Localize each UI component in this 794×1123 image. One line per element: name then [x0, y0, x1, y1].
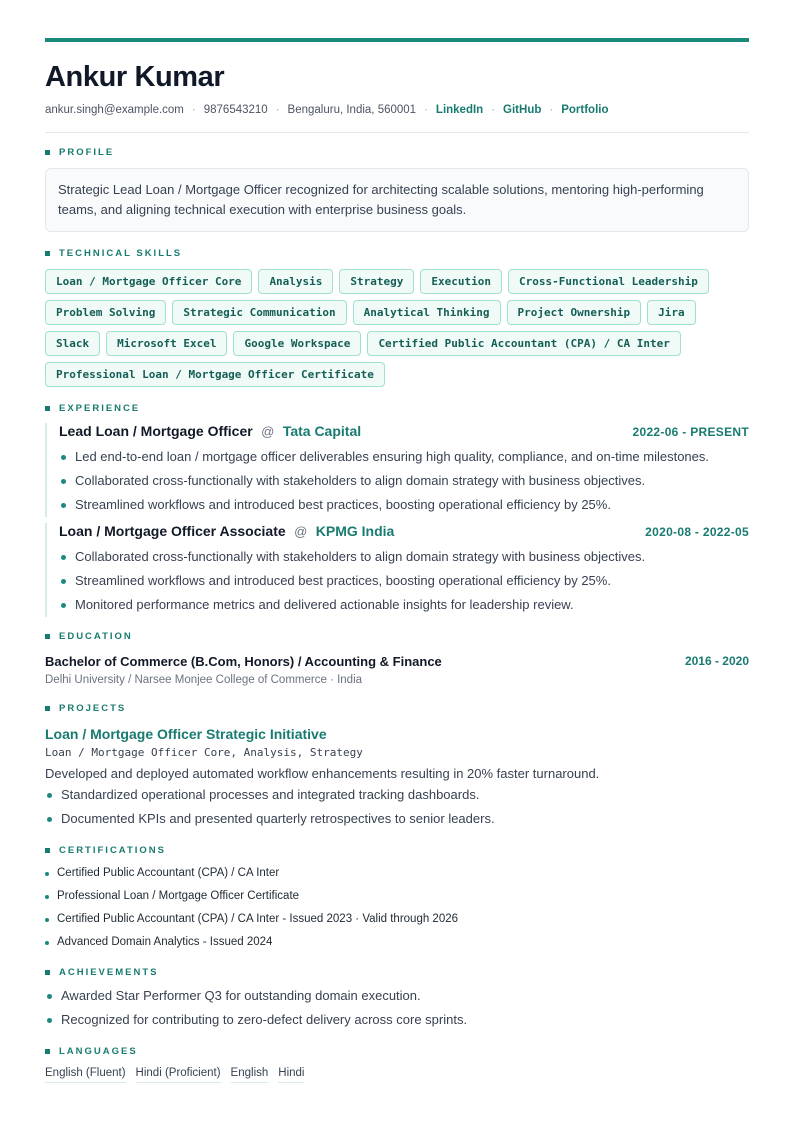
- skills-section: [45, 248, 749, 387]
- section-marker-icon: [45, 406, 50, 411]
- list-item: Awarded Star Performer Q3 for outstanding domain execution.: [45, 984, 749, 1008]
- portfolio-link[interactable]: Portfolio: [561, 104, 609, 116]
- separator: ·: [191, 104, 196, 116]
- achievement-list: [45, 984, 749, 1032]
- job-header: [59, 423, 749, 441]
- section-heading-projects: PROJECTS: [45, 703, 749, 714]
- certifications-section: [45, 845, 749, 954]
- profile-summary: Strategic Lead Loan / Mortgage Officer recognized for architecting scalable solutions, mentoring high-performing teams, and aligning technical execution with enterprise business goals.: [45, 168, 749, 232]
- list-item: Streamlined workflows and introduced best practices, boosting operational efficiency by 25%.: [59, 569, 749, 593]
- at-symbol: @: [261, 424, 275, 439]
- skill-chip: Strategy: [339, 269, 414, 294]
- education-school: Delhi University / Narsee Monjee College of Commerce · India: [45, 674, 363, 686]
- location-text: Bengaluru, India, 560001: [287, 104, 417, 116]
- skill-chip: Jira: [647, 300, 696, 325]
- list-item: Certified Public Accountant (CPA) / CA Inter - Issued 2023 · Valid through 2026: [45, 908, 749, 931]
- language-item: Hindi (Proficient): [136, 1067, 221, 1083]
- list-item: Monitored performance metrics and delivered actionable insights for leadership review.: [59, 593, 749, 617]
- at-symbol: @: [294, 524, 308, 539]
- skill-chip: Google Workspace: [233, 331, 361, 356]
- section-marker-icon: [45, 848, 50, 853]
- profile-section: [45, 147, 749, 232]
- project-bullet-list: [45, 783, 749, 831]
- section-marker-icon: [45, 706, 50, 711]
- email-text[interactable]: ankur.singh@example.com: [45, 104, 184, 116]
- section-marker-icon: [45, 970, 50, 975]
- separator: ·: [275, 104, 280, 116]
- section-heading-languages: LANGUAGES: [45, 1046, 749, 1057]
- resume-page: [45, 0, 749, 1083]
- section-marker-icon: [45, 634, 50, 639]
- header-divider: [45, 132, 749, 133]
- education-degree: Bachelor of Commerce (B.Com, Honors) / Accounting & Finance: [45, 654, 442, 669]
- skill-chip: Project Ownership: [507, 300, 642, 325]
- job-company: KPMG India: [315, 523, 395, 539]
- job-header: [59, 523, 749, 541]
- skill-chip: Analysis: [258, 269, 333, 294]
- linkedin-link[interactable]: LinkedIn: [435, 104, 484, 116]
- section-heading-experience: EXPERIENCE: [45, 403, 749, 414]
- job-dates: 2020-08 - 2022-05: [645, 525, 749, 539]
- skill-chip: Analytical Thinking: [353, 300, 501, 325]
- github-link[interactable]: GitHub: [503, 104, 542, 116]
- list-item: Led end-to-end loan / mortgage officer deliverables ensuring high quality, compliance, and on-time milestones.: [59, 445, 749, 469]
- skill-chip: Microsoft Excel: [106, 331, 227, 356]
- skill-chip: Execution: [420, 269, 502, 294]
- job-role: Loan / Mortgage Officer Associate: [59, 523, 286, 539]
- section-heading-achievements: ACHIEVEMENTS: [45, 967, 749, 978]
- list-item: Professional Loan / Mortgage Officer Certificate: [45, 885, 749, 908]
- project-description: Developed and deployed automated workflow enhancements resulting in 20% faster turnaround.: [45, 766, 600, 781]
- skill-chip: Slack: [45, 331, 100, 356]
- education-section: [45, 631, 749, 686]
- top-accent-rule: [45, 38, 749, 42]
- experience-section: [45, 403, 749, 617]
- candidate-name: Ankur Kumar: [45, 61, 225, 93]
- list-item: Streamlined workflows and introduced best practices, boosting operational efficiency by 25%.: [59, 493, 749, 517]
- education-header: [45, 654, 749, 669]
- list-item: Standardized operational processes and integrated tracking dashboards.: [45, 783, 749, 807]
- projects-section: [45, 703, 749, 831]
- language-item: Hindi: [278, 1067, 304, 1083]
- list-item: Collaborated cross-functionally with stakeholders to align domain strategy with business objectives.: [59, 469, 749, 493]
- job-bullet-list: [59, 445, 749, 517]
- separator: ·: [549, 104, 554, 116]
- list-item: Advanced Domain Analytics - Issued 2024: [45, 931, 749, 954]
- job-bullet-list: [59, 545, 749, 617]
- job-role: Lead Loan / Mortgage Officer: [59, 423, 253, 439]
- separator: ·: [491, 104, 496, 116]
- language-list: [45, 1067, 749, 1083]
- section-heading-skills: TECHNICAL SKILLS: [45, 248, 749, 259]
- job-company: Tata Capital: [282, 423, 362, 439]
- achievements-section: [45, 967, 749, 1032]
- certification-list: [45, 862, 749, 954]
- list-item: Recognized for contributing to zero-defect delivery across core sprints.: [45, 1008, 749, 1032]
- skill-chip-list: [45, 269, 749, 387]
- project-tech-stack: Loan / Mortgage Officer Core, Analysis, Strategy: [45, 746, 363, 759]
- languages-section: [45, 1046, 749, 1083]
- job-entry: [45, 523, 749, 617]
- section-heading-education: EDUCATION: [45, 631, 749, 642]
- skill-chip: Certified Public Accountant (CPA) / CA Inter: [367, 331, 680, 356]
- skill-chip: Strategic Communication: [172, 300, 346, 325]
- section-marker-icon: [45, 150, 50, 155]
- list-item: Collaborated cross-functionally with stakeholders to align domain strategy with business objectives.: [59, 545, 749, 569]
- separator: ·: [424, 104, 428, 116]
- skill-chip: Cross-Functional Leadership: [508, 269, 709, 294]
- education-dates: 2016 - 2020: [684, 654, 749, 668]
- contact-line: [45, 104, 749, 116]
- job-entry: [45, 423, 749, 517]
- section-marker-icon: [45, 1049, 50, 1054]
- section-marker-icon: [45, 251, 50, 256]
- list-item: Documented KPIs and presented quarterly retrospectives to senior leaders.: [45, 807, 749, 831]
- language-item: English: [231, 1067, 269, 1083]
- skill-chip: Professional Loan / Mortgage Officer Certificate: [45, 362, 385, 387]
- section-heading-profile: PROFILE: [45, 147, 749, 158]
- job-dates: 2022-06 - PRESENT: [632, 425, 749, 439]
- section-heading-certifications: CERTIFICATIONS: [45, 845, 749, 856]
- project-title: Loan / Mortgage Officer Strategic Initiative: [45, 726, 327, 742]
- phone-text[interactable]: 9876543210: [203, 104, 268, 116]
- language-item: English (Fluent): [45, 1067, 126, 1083]
- skill-chip: Loan / Mortgage Officer Core: [45, 269, 252, 294]
- skill-chip: Problem Solving: [45, 300, 166, 325]
- list-item: Certified Public Accountant (CPA) / CA Inter: [45, 862, 749, 885]
